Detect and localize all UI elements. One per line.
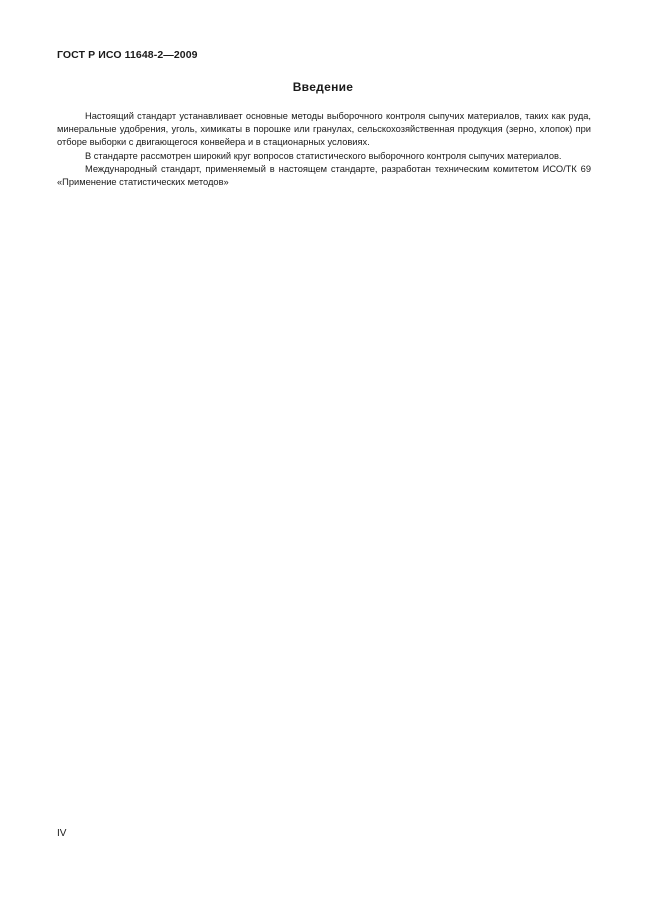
section-title: Введение [292,80,354,94]
introduction-paragraph: В стандарте рассмотрен широкий круг вопросов статистического выборочного контроля сыпучих материалов. [85,150,562,161]
document-header-code: ГОСТ Р ИСО 11648-2—2009 [57,49,198,61]
introduction-paragraph: Международный стандарт, применяемый в настоящем стандарте, разработан техническим комитетом ИСО/ТК 69 «Применение статистических методов» [57,163,591,188]
introduction-paragraph: Настоящий стандарт устанавливает основные методы выборочного контроля сыпучих материалов, таких как руда, минеральные удобрения, уголь, химикаты в порошке или гранулах, сельскохозяйственная продукция (зерно, хлопок) при отборе выборки с двигающегося конвейера и в стационарных условиях. [57,111,591,148]
introduction-body [57,110,591,189]
page-number: IV [57,828,67,839]
